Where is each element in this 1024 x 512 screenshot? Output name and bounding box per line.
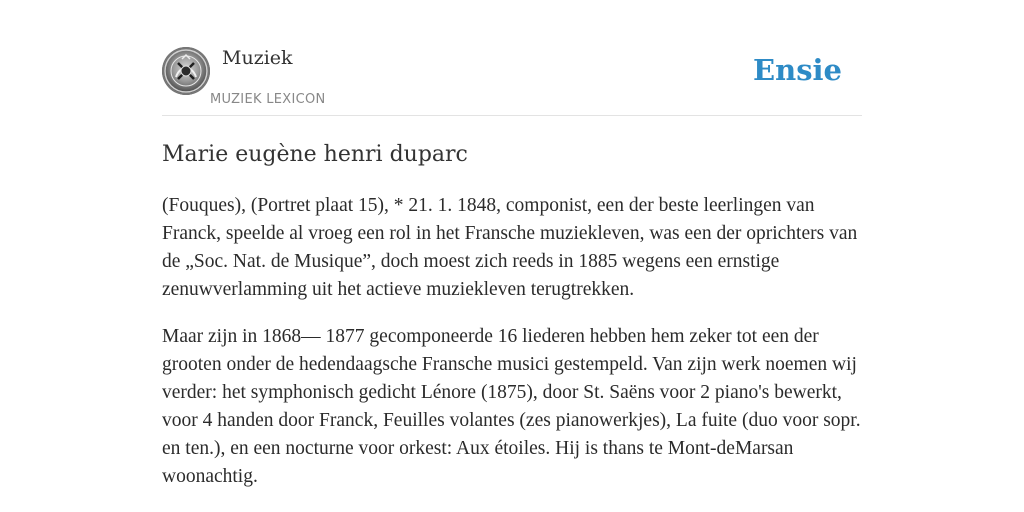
site-name[interactable]: Muziek <box>222 47 293 69</box>
header <box>162 0 862 116</box>
site-subtitle[interactable]: MUZIEK LEXICON <box>210 92 326 107</box>
brand-logo[interactable]: Ensie <box>753 53 842 87</box>
page-title: Marie eugène henri duparc <box>162 142 468 167</box>
article-paragraph: (Fouques), (Portret plaat 15), * 21. 1. 1848, componist, een der beste leerlingen van Franck, speelde al vroeg een rol in het Fransche muziekleven, was een der oprichters van de „Soc. Nat. de Musique”, doch moest zich reeds in 1885 wegens een ernstige zenuwverlamming uit het actieve muziekleven terugtrekken. <box>162 195 858 300</box>
music-emblem-icon[interactable] <box>162 47 210 95</box>
article-paragraph: Maar zijn in 1868— 1877 gecomponeerde 16 liederen hebben hem zeker tot een der grooten onder de hedendaagsche Fransche musici gestempeld. Van zijn werk noemen wij verder: het symphonisch gedicht Lénore (1875), door St. Saëns voor 2 piano's bewerkt, voor 4 handen door Franck, Feuilles volantes (zes pianowerkjes), La fuite (duo voor sopr. en ten.), en een nocturne voor orkest: Aux étoiles. Hij is thans te Mont-deMarsan woonachtig. <box>162 326 861 487</box>
page <box>162 0 862 512</box>
